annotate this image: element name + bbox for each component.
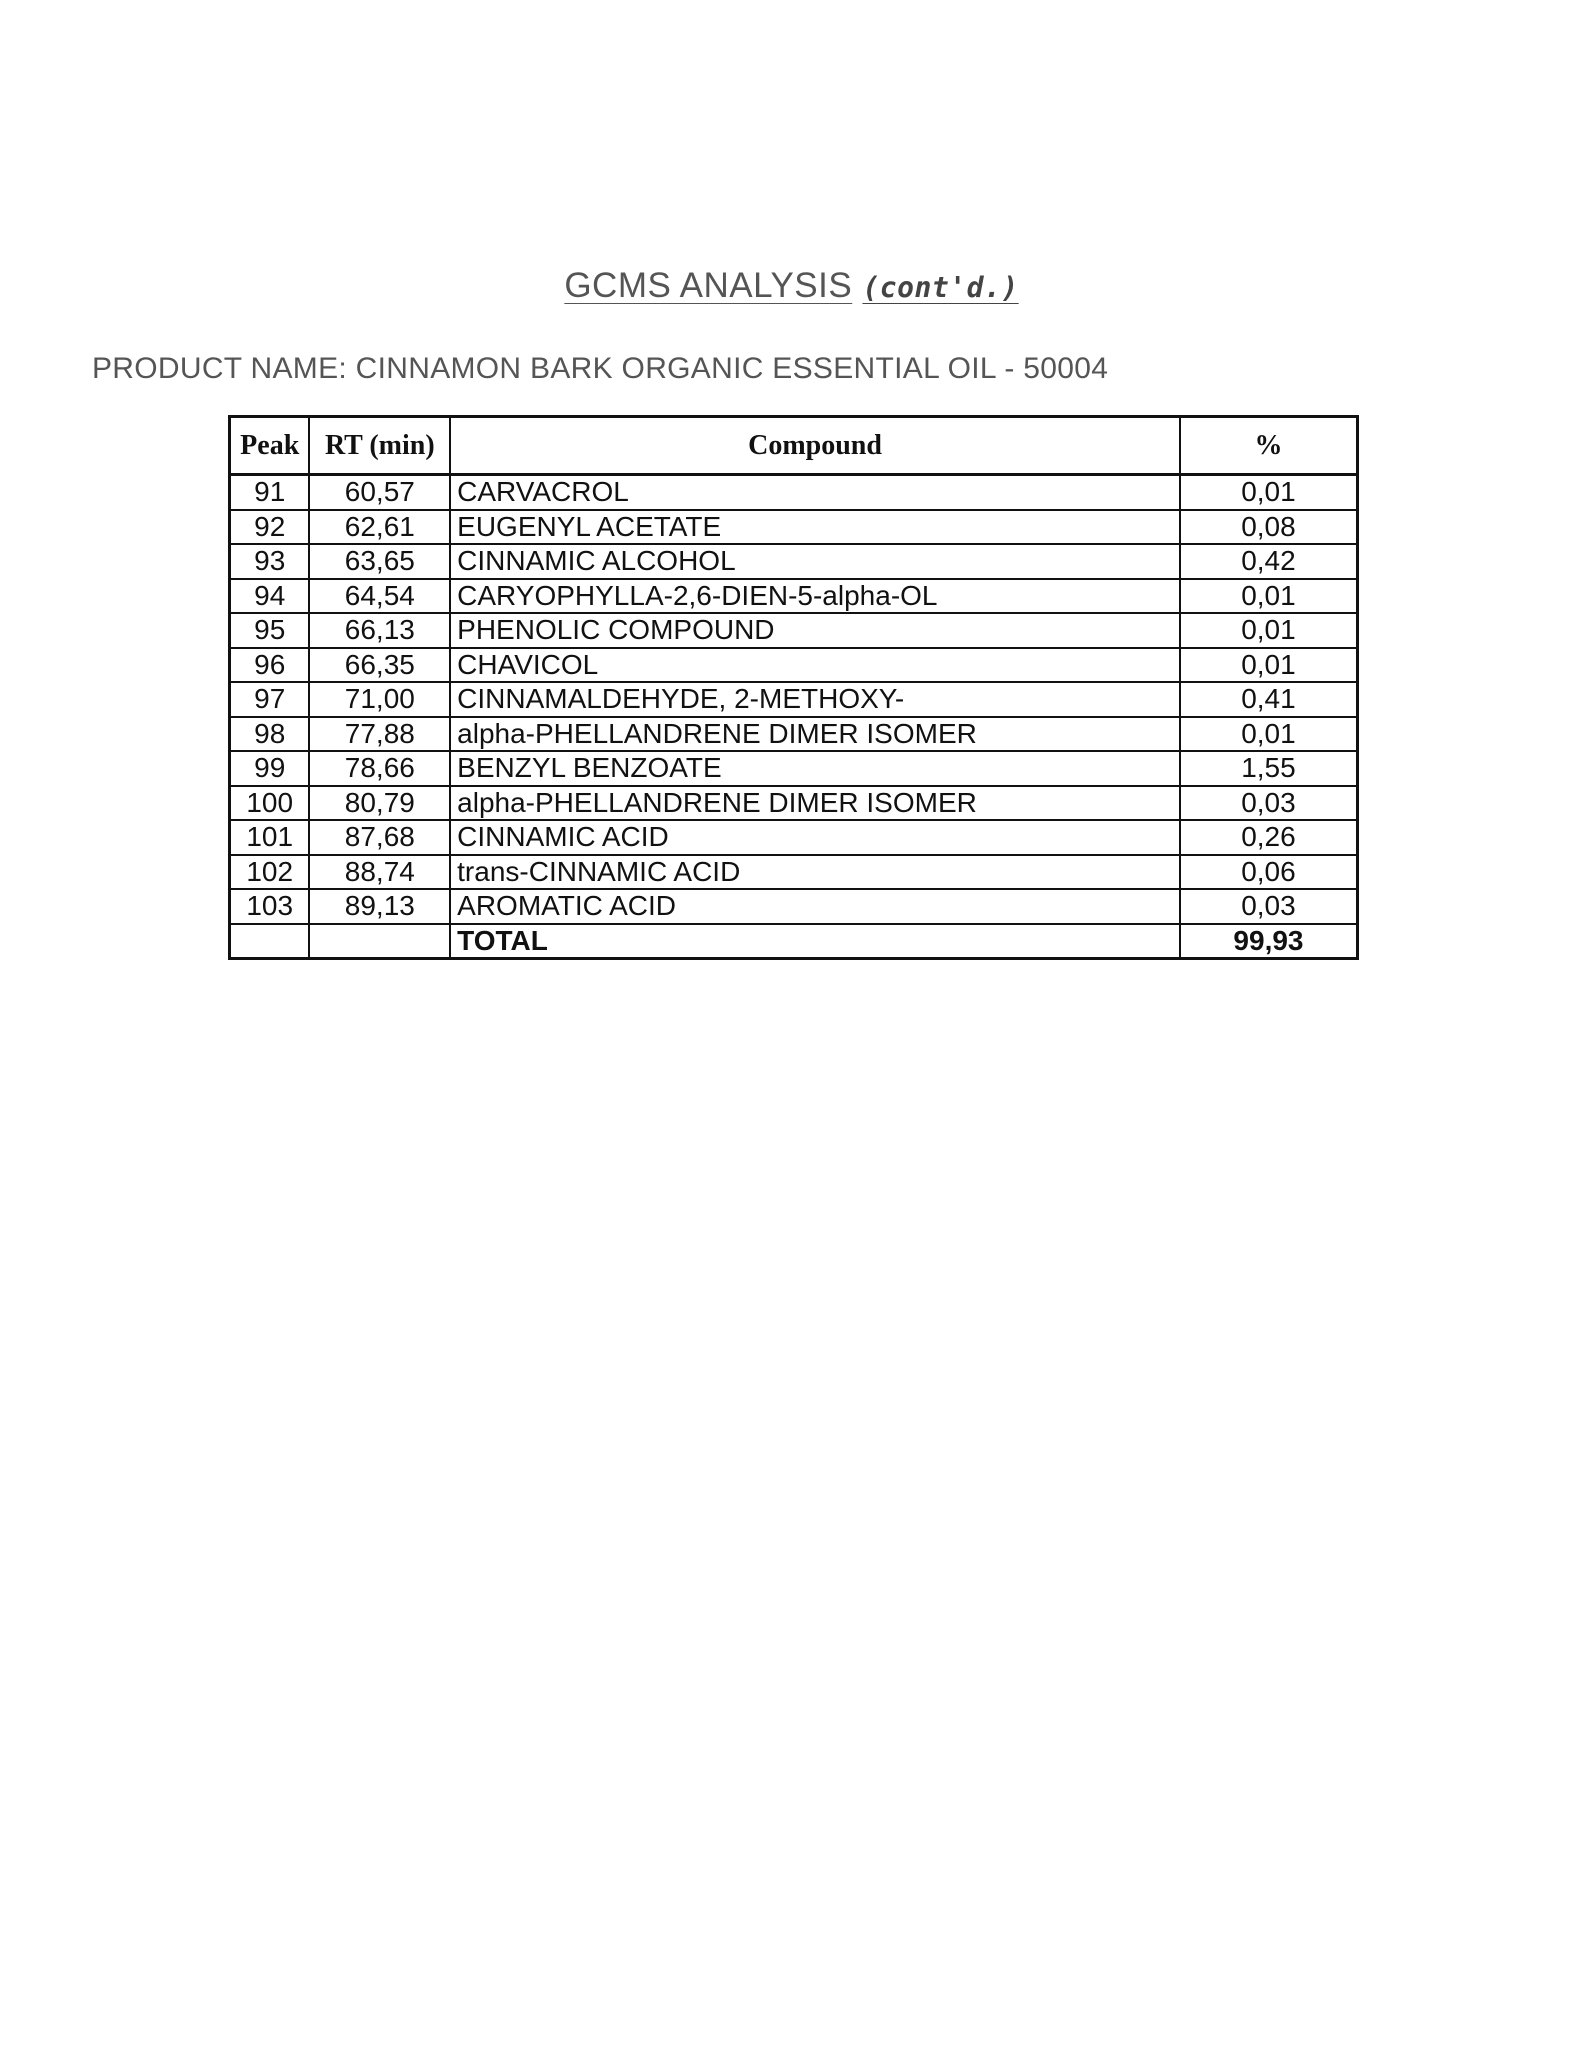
cell-rt: 78,66 [309,751,450,786]
cell-compound: CARVACROL [450,475,1180,510]
total-percent: 99,93 [1180,924,1358,959]
cell-compound: CARYOPHYLLA-2,6-DIEN-5-alpha-OL [450,579,1180,614]
title-continued: (cont'd.) [862,271,1019,304]
product-name-line: PRODUCT NAME: CINNAMON BARK ORGANIC ESSENTIAL OIL - 50004 [92,352,1109,385]
cell-rt: 62,61 [309,510,450,545]
header-compound: Compound [450,417,1180,475]
table-row [230,579,1358,614]
cell-peak: 101 [230,820,310,855]
cell-percent: 0,01 [1180,717,1358,752]
table-row [230,751,1358,786]
header-peak: Peak [230,417,310,475]
table-row [230,682,1358,717]
cell-rt-empty [309,924,450,959]
table-row [230,544,1358,579]
cell-rt: 66,35 [309,648,450,683]
table-row [230,613,1358,648]
cell-compound: EUGENYL ACETATE [450,510,1180,545]
cell-peak: 96 [230,648,310,683]
cell-peak: 91 [230,475,310,510]
cell-percent: 0,03 [1180,786,1358,821]
cell-percent: 0,41 [1180,682,1358,717]
cell-compound: BENZYL BENZOATE [450,751,1180,786]
cell-rt: 71,00 [309,682,450,717]
cell-compound: alpha-PHELLANDRENE DIMER ISOMER [450,786,1180,821]
cell-percent: 0,06 [1180,855,1358,890]
cell-rt: 89,13 [309,889,450,924]
cell-rt: 64,54 [309,579,450,614]
table-row [230,855,1358,890]
cell-percent: 0,42 [1180,544,1358,579]
cell-compound: CINNAMIC ALCOHOL [450,544,1180,579]
table-row [230,889,1358,924]
cell-rt: 60,57 [309,475,450,510]
table-row [230,820,1358,855]
cell-percent: 0,01 [1180,475,1358,510]
total-label: TOTAL [450,924,1180,959]
table-total-row [230,924,1358,959]
table-header-row [230,417,1358,475]
cell-peak-empty [230,924,310,959]
header-rt: RT (min) [309,417,450,475]
table-body [230,475,1358,959]
cell-compound: CINNAMALDEHYDE, 2-METHOXY- [450,682,1180,717]
cell-peak: 93 [230,544,310,579]
cell-peak: 98 [230,717,310,752]
table-row [230,717,1358,752]
cell-rt: 88,74 [309,855,450,890]
cell-rt: 77,88 [309,717,450,752]
cell-compound: AROMATIC ACID [450,889,1180,924]
table-row [230,510,1358,545]
cell-rt: 87,68 [309,820,450,855]
document-title [0,266,1583,306]
cell-rt: 66,13 [309,613,450,648]
cell-percent: 0,01 [1180,579,1358,614]
cell-peak: 94 [230,579,310,614]
cell-peak: 100 [230,786,310,821]
table-row [230,648,1358,683]
cell-percent: 0,01 [1180,613,1358,648]
gcms-table [228,415,1359,960]
cell-rt: 63,65 [309,544,450,579]
cell-peak: 99 [230,751,310,786]
cell-peak: 97 [230,682,310,717]
cell-compound: alpha-PHELLANDRENE DIMER ISOMER [450,717,1180,752]
cell-compound: trans-CINNAMIC ACID [450,855,1180,890]
table-row [230,475,1358,510]
table-row [230,786,1358,821]
cell-peak: 95 [230,613,310,648]
cell-peak: 102 [230,855,310,890]
cell-percent: 0,26 [1180,820,1358,855]
cell-percent: 0,03 [1180,889,1358,924]
cell-percent: 0,08 [1180,510,1358,545]
cell-peak: 103 [230,889,310,924]
cell-compound: PHENOLIC COMPOUND [450,613,1180,648]
cell-percent: 0,01 [1180,648,1358,683]
header-percent: % [1180,417,1358,475]
cell-peak: 92 [230,510,310,545]
title-main: GCMS ANALYSIS [564,266,853,305]
cell-compound: CINNAMIC ACID [450,820,1180,855]
cell-compound: CHAVICOL [450,648,1180,683]
cell-rt: 80,79 [309,786,450,821]
cell-percent: 1,55 [1180,751,1358,786]
